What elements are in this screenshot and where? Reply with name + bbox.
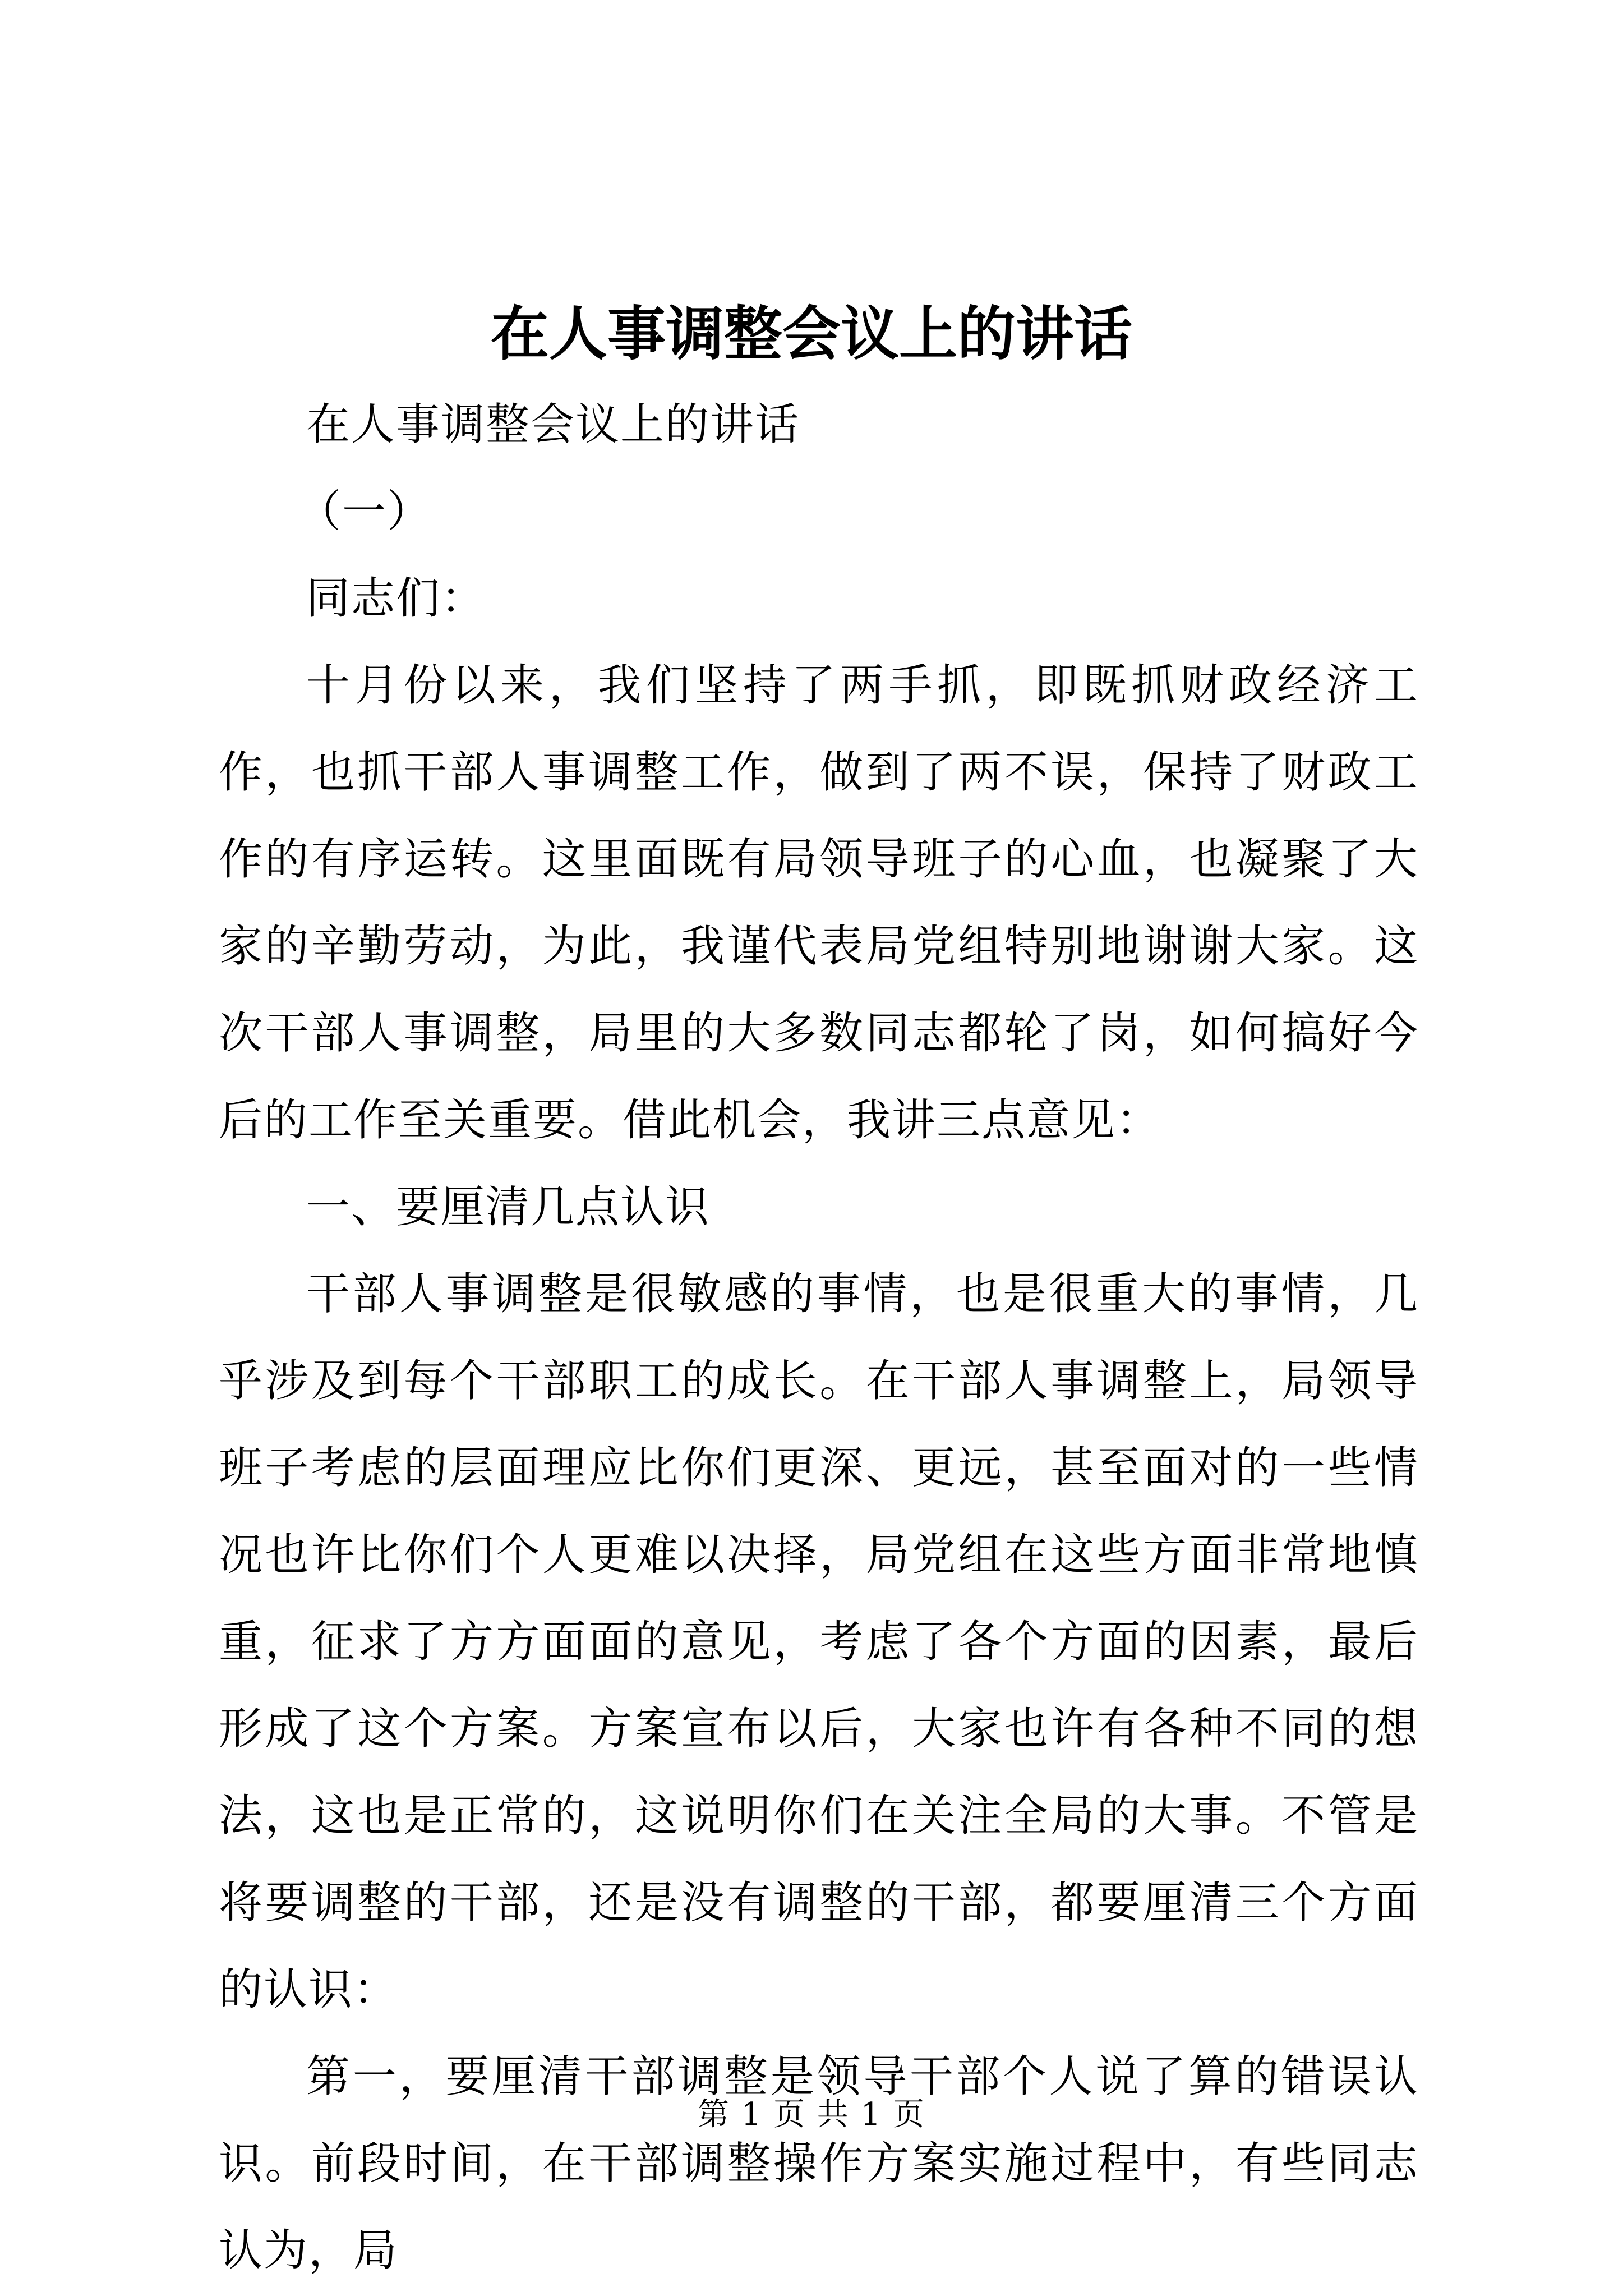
page-footer: 第 1 页 共 1 页 <box>697 2096 926 2133</box>
paragraph-body: 干部人事调整是很敏感的事情，也是很重大的事情，几乎涉及到每个干部职工的成长。在干部人事调整上，局领导班子考虑的层面理应比你们更深、更远，甚至面对的一些情况也许比你们个人更难以决择，局党组在这些方面非常地慎重，征求了方方面面的意见，考虑了各个方面的因素，最后形成了这个方案。方案宣布以后，大家也许有各种不同的想法，这也是正常的，这说明你们在关注全局的大事。不管是将要调整的干部，还是没有调整的干部，都要厘清三个方面的认识： <box>219 1269 1419 2015</box>
document-title: 在人事调整会议上的讲话 <box>490 299 1132 368</box>
paragraph-subtitle: 在人事调整会议上的讲话 <box>306 399 800 450</box>
paragraph-heading-one: 一、要厘清几点认识 <box>306 1182 711 1232</box>
paragraph-salutation: 同志们： <box>306 573 486 624</box>
document-body <box>219 381 1419 2294</box>
paragraph-point-one: 第一，要厘清干部调整是领导干部个人说了算的错误认识。前段时间，在干部调整操作方案实施过程中，有些同志认为，局 <box>219 2051 1419 2276</box>
paragraph-section-number: （一） <box>297 486 432 537</box>
paragraph-opening: 十月份以来，我们坚持了两手抓，即既抓财政经济工作，也抓干部人事调整工作，做到了两不误，保持了财政工作的有序运转。这里面既有局领导班子的心血，也凝聚了大家的辛勤劳动，为此，我谨代表局党组特别地谢谢大家。这次干部人事调整，局里的大多数同志都轮了岗，如何搞好今后的工作至关重要。借此机会，我讲三点意见： <box>219 660 1419 1145</box>
